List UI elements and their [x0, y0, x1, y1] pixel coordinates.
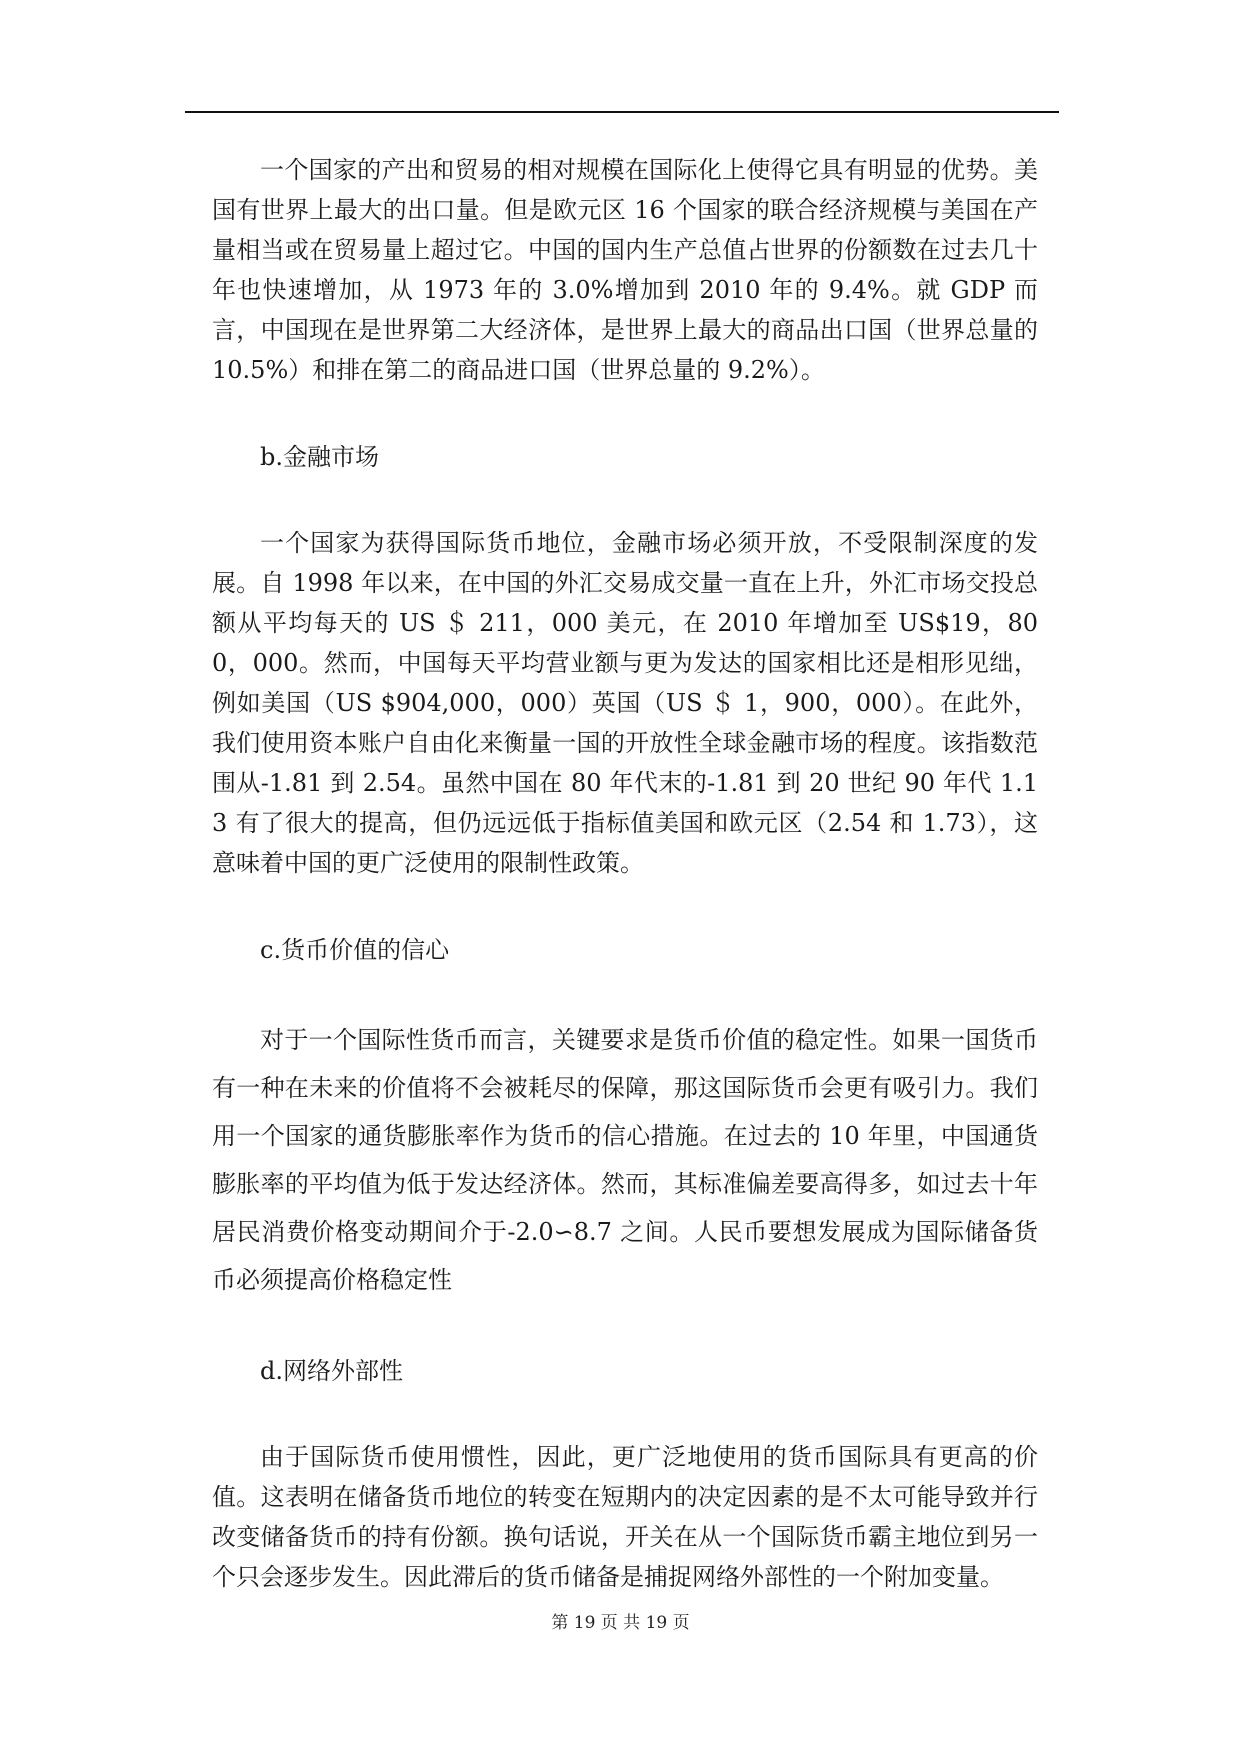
section-heading-network-externality: d.网络外部性 [260, 1357, 403, 1385]
paragraph-trade-scale: 一个国家的产出和贸易的相对规模在国际化上使得它具有明显的优势。美国有世界上最大的出口量。但是欧元区 16 个国家的联合经济规模与美国在产量相当或在贸易量上超过它。中国的国内生产总值占世界的份额数在过去几十年也快速增加，从 1973 年的 3.0%增加到 2010 年的 9.4%。就 GDP 而言，中国现在是世界第二大经济体，是世界上最大的商品出口国（世界总量的 10.5%）和排在第二的商品进口国（世界总量的 9.2%）。 [212, 156, 1038, 384]
section-heading-currency-confidence: c.货币价值的信心 [260, 936, 450, 964]
header-rule [185, 111, 1059, 113]
document-body [212, 150, 1038, 1597]
paragraph-network-externality: 由于国际货币使用惯性，因此，更广泛地使用的货币国际具有更高的价值。这表明在储备货币地位的转变在短期内的决定因素的是不太可能导致并行改变储备货币的持有份额。换句话说，开关在从一个国际货币霸主地位到另一个只会逐步发生。因此滞后的货币储备是捕捉网络外部性的一个附加变量。 [212, 1443, 1038, 1591]
page-number: 第 19 页 共 19 页 [551, 1613, 690, 1633]
section-heading-financial-market: b.金融市场 [260, 443, 379, 471]
paragraph-financial-market: 一个国家为获得国际货币地位，金融市场必须开放，不受限制深度的发展。自 1998 年以来，在中国的外汇交易成交量一直在上升，外汇市场交投总额从平均每天的 US ＄ 211，000 美元，在 2010 年增加至 US$19，800，000。然而，中国每天平均营业额与更为发达的国家相比还是相形见绌，例如美国（US $904,000，000）英国（US ＄ 1，900，000）。在此外，我们使用资本账户自由化来衡量一国的开放性全球金融市场的程度。该指数范围从-1.81 到 2.54。虽然中国在 80 年代末的-1.81 到 20 世纪 90 年代 1.13 有了很大的提高，但仍远远低于指标值美国和欧元区（2.54 和 1.73），这意味着中国的更广泛使用的限制性政策。 [212, 529, 1038, 877]
paragraph-currency-confidence: 对于一个国际性货币而言，关键要求是货币价值的稳定性。如果一国货币有一种在未来的价值将不会被耗尽的保障，那这国际货币会更有吸引力。我们用一个国家的通货膨胀率作为货币的信心措施。在过去的 10 年里，中国通货膨胀率的平均值为低于发达经济体。然而，其标准偏差要高得多，如过去十年居民消费价格变动期间介于-2.0∽8.7 之间。人民币要想发展成为国际储备货币必须提高价格稳定性 [212, 1026, 1038, 1294]
